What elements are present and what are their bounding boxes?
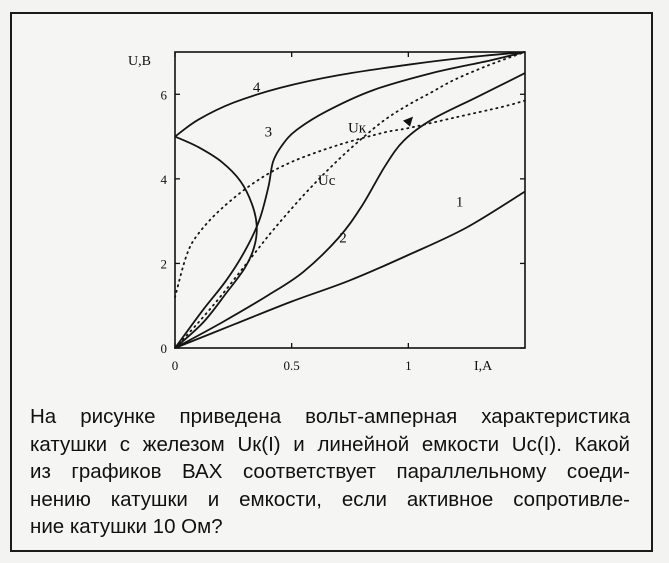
y-tick-label-0: 0	[160, 341, 167, 356]
series-line-3	[175, 137, 257, 348]
question-line-5: ние катушки 10 Ом?	[30, 515, 223, 538]
curve-label-2: Uк	[347, 120, 367, 137]
question-line-3: из графиков ВАХ соответствует параллельному соеди-	[30, 460, 630, 483]
question-line-2: катушки с железом Uк(I) и линейной емкости Uc(I). Какой	[30, 432, 630, 456]
y-tick-label-1: 2	[160, 256, 167, 272]
x-tick-label-2: 1	[405, 358, 412, 373]
uk-arrow-marker	[403, 117, 413, 127]
plot-box	[175, 52, 525, 348]
x-axis-label: I,A	[474, 359, 493, 374]
series-line-2	[175, 52, 525, 348]
series-line-5	[175, 52, 525, 348]
question-line-1: На рисунке приведена вольт-амперная характеристика	[30, 405, 630, 428]
question-text	[30, 403, 630, 541]
curve-label-1: 3	[264, 124, 273, 141]
y-axis-label: U,B	[128, 54, 151, 69]
series-line-1	[175, 73, 525, 348]
curve-label-5: 1	[455, 194, 464, 211]
curve-label-4: 2	[339, 230, 347, 247]
x-tick-label-0: 0	[171, 358, 179, 373]
question-line-4: нению катушки и емкости, если активное сопротивле-	[30, 487, 630, 511]
curve-label-3: Uc	[317, 173, 336, 190]
curve-label-0: 4	[252, 80, 261, 97]
series-line-0	[175, 192, 525, 349]
y-tick-label-2: 4	[160, 171, 167, 187]
y-tick-label-3: 6	[160, 87, 167, 103]
x-tick-label-1: 0.5	[283, 358, 300, 373]
